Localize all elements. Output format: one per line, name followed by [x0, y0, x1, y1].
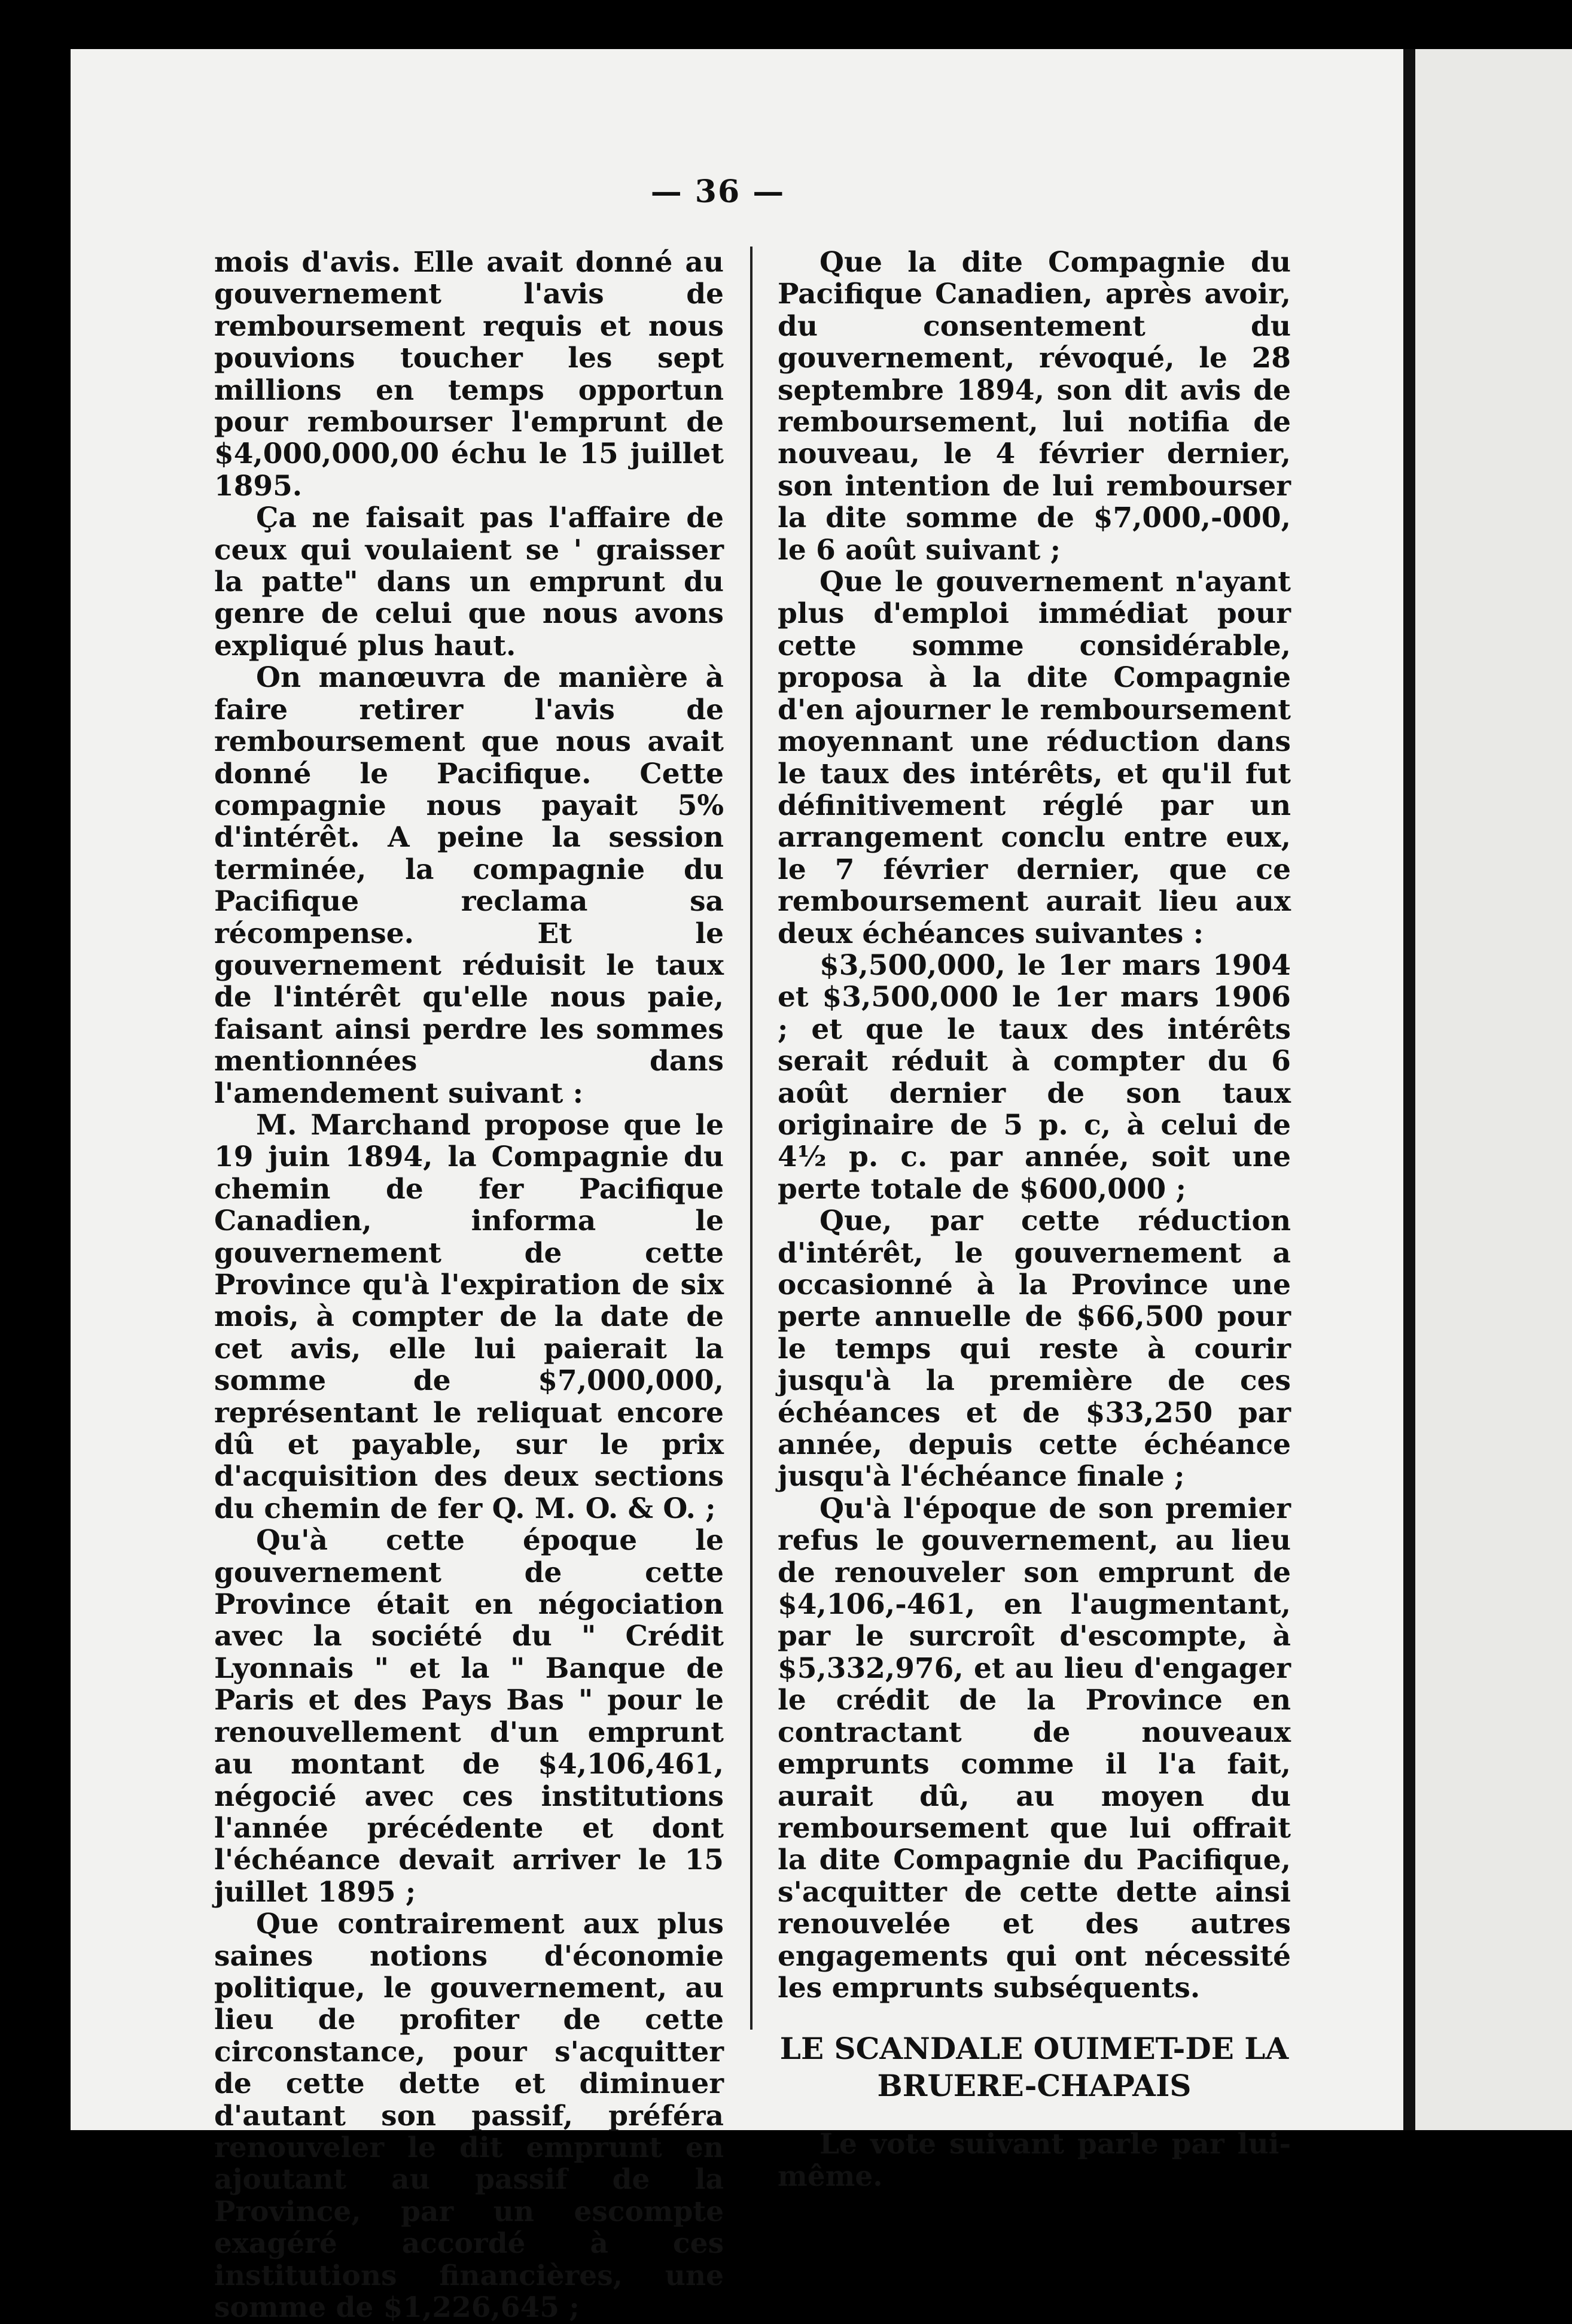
- paragraph: Que, par cette réduction d'intérêt, le gouvernement a occasionné à la Province une perte annuelle de $66,500 pour le temps qui reste à courir jusqu'à la première de ces échéances et de $33,250 par année, depuis cette échéance jusqu'à l'échéance finale ;: [778, 1204, 1291, 1493]
- paragraph: Qu'à l'époque de son premier refus le gouvernement, au lieu de renouveler son emprunt de $4,106,-461, en l'augmentant, par le surcroît d'escompte, à $5,332,976, et au lieu d'engager le crédit de la Province en contractant de nouveaux emprunts comme il l'a fait, aurait dû, au moyen du remboursement que lui offrait la dite Compagnie du Pacifique, s'acquitter de cette dette ainsi renouvelée et des autres engagements qui ont nécessité les emprunts subséquents.: [778, 1492, 1291, 2004]
- paragraph: $3,500,000, le 1er mars 1904 et $3,500,000 le 1er mars 1906 ; et que le taux des intérêts serait réduit à compter du 6 août dernier de son taux originaire de 5 p. c, à celui de 4½ p. c. par année, soit une perte totale de $600,000 ;: [778, 948, 1291, 1206]
- column-rule: [750, 247, 753, 2030]
- paragraph: mois d'avis. Elle avait donné au gouvernement l'avis de remboursement requis et nous pouvions toucher les sept millions en temps opportun pour rembourser l'emprunt de $4,000,000,00 échu le 15 juillet 1895.: [214, 246, 724, 503]
- section-heading: LE SCANDALE OUIMET-DE LA BRUERE-CHAPAIS: [779, 2031, 1289, 2104]
- page-number: — 36 —: [650, 174, 785, 210]
- paragraph: Que la dite Compagnie du Pacifique Canadien, après avoir, du consentement du gouvernement, révoqué, le 28 septembre 1894, son dit avis de remboursement, lui notifia de nouveau, le 4 février dernier, son intention de lui rembourser la dite somme de $7,000,-000, le 6 août suivant ;: [778, 246, 1291, 567]
- page-gutter: [1403, 49, 1415, 2130]
- paragraph: Le vote suivant parle par lui-même.: [778, 2128, 1291, 2193]
- paragraph: Que contrairement aux plus saines notions d'économie politique, le gouvernement, au lieu de profiter de cette circonstance, pour s'acquitter de cette dette et diminuer d'autant son passif, préféra renouveler le dit emprunt en ajoutant au passif de la Province, par un escompte exagéré accordé à ces institutions financières, une somme de $1,226,645 ;: [214, 1908, 724, 2324]
- paragraph: On manœuvra de manière à faire retirer l'avis de remboursement que nous avait donné le Pacifique. Cette compagnie nous payait 5% d'intérêt. A peine la session terminée, la compagnie du Pacifique reclama sa récompense. Et le gouvernement réduisit le taux de l'intérêt qu'elle nous paie, faisant ainsi perdre les sommes mentionnées dans l'amendement suivant :: [214, 661, 724, 1110]
- paragraph: Ça ne faisait pas l'affaire de ceux qui voulaient se ' graisser la patte" dans un emprunt du genre de celui que nous avons expliqué plus haut.: [214, 501, 724, 662]
- paragraph: Que le gouvernement n'ayant plus d'emploi immédiat pour cette somme considérable, proposa à la dite Compagnie d'en ajourner le remboursement moyennant une réduction dans le taux des intérêts, et qu'il fut définitivement réglé par un arrangement conclu entre eux, le 7 février dernier, que ce remboursement aurait lieu aux deux échéances suivantes :: [778, 565, 1291, 950]
- left-column: [214, 247, 724, 2323]
- paragraph: Qu'à cette époque le gouvernement de cette Province était en négociation avec la société du " Crédit Lyonnais " et la " Banque de Paris et des Pays Bas " pour le renouvellement d'un emprunt au montant de $4,106,461, négocié avec ces institutions l'année précédente et dont l'échéance devait arriver le 15 juillet 1895 ;: [214, 1524, 724, 1909]
- paragraph: M. Marchand propose que le 19 juin 1894, la Compagnie du chemin de fer Pacifique Canadien, informa le gouvernement de cette Province qu'à l'expiration de six mois, à compter de la date de cet avis, elle lui paierait la somme de $7,000,000, représentant le reliquat encore dû et payable, sur le prix d'acquisition des deux sections du chemin de fer Q. M. O. & O. ;: [214, 1108, 724, 1525]
- right-column: [778, 247, 1291, 2192]
- adjacent-page-edge: [1415, 49, 1572, 2130]
